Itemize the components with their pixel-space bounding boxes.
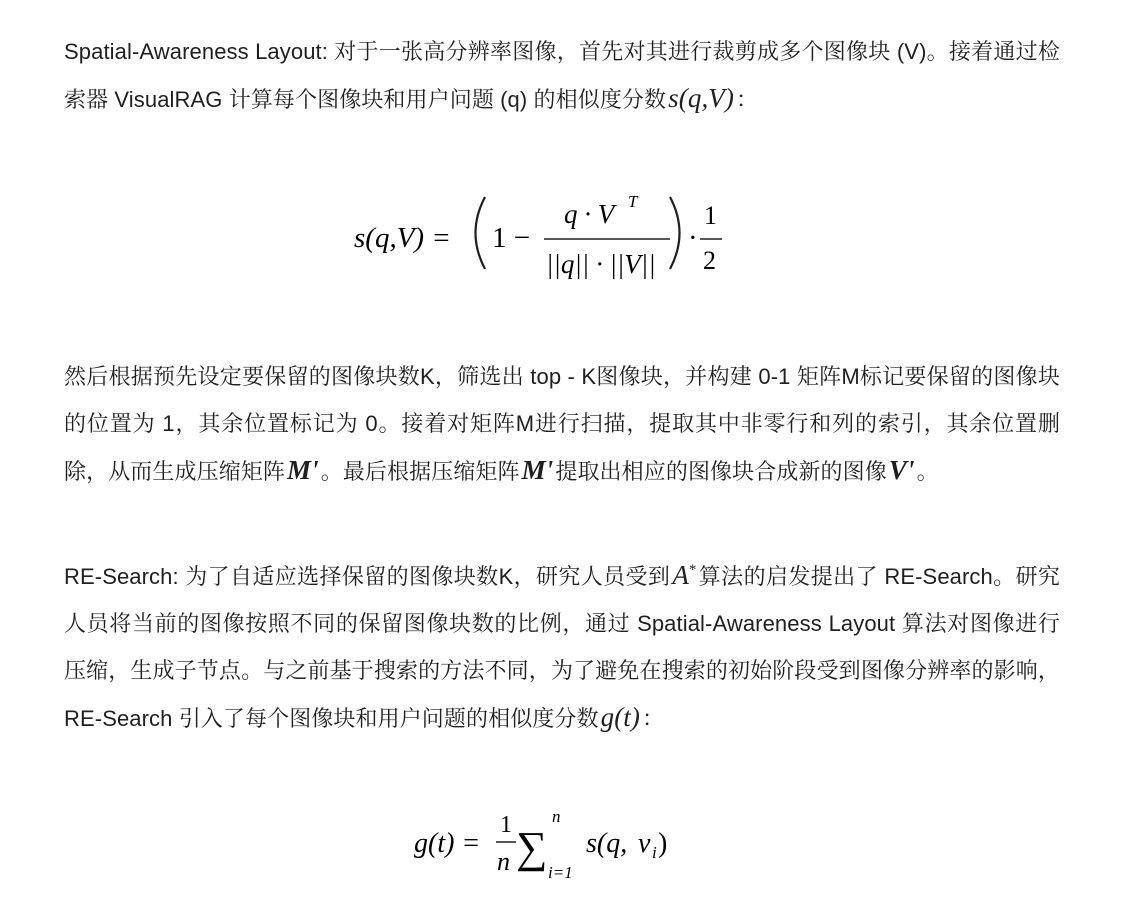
paragraph3-math-a-sup: * [688, 562, 697, 578]
paragraph-compression [64, 353, 1060, 495]
equation2-body-close: ) [658, 828, 668, 859]
paragraph2-text-a: 然后根据预先设定要保留的图像块数K，筛选出 top - K图像块，并构建 0-1 矩阵M标记要保留的图像块的位置为 1，其余位置标记为 0。接着对矩阵M进行扫描，提取其中非零行和列的索引，其余位置删除，从而生成压缩矩阵 [64, 364, 1060, 484]
equation1-one-minus: 1 − [492, 222, 531, 254]
equation1-numerator-sup: T [628, 192, 638, 211]
paragraph-re-search [64, 547, 1060, 742]
equation-average-score [64, 802, 1060, 882]
equation2-lhs: g(t) = [414, 828, 481, 859]
equation2-svg [412, 802, 712, 882]
equation2-body: s(q, [586, 828, 628, 859]
paragraph2-text-b: 。最后根据压缩矩阵 [320, 459, 520, 484]
paragraph2-math-v-prime: V' [888, 455, 915, 485]
equation2-sum-upper: n [552, 807, 561, 826]
paragraph1-math-s-q-v: s(q,V) [668, 83, 734, 113]
equation2-frac-denominator: n [497, 847, 510, 876]
equation2-frac-numerator: 1 [500, 812, 512, 838]
equation1-svg [352, 169, 772, 289]
paragraph3-math-a-star [670, 560, 698, 590]
paragraph2-math-m-prime-2: M' [521, 455, 554, 485]
paragraph1-text: Spatial-Awareness Layout: 对于一张高分辨率图像，首先对其进行裁剪成多个图像块 (V)。接着通过检索器 VisualRAG 计算每个图像块和用户问题 (q) 的相似度分数 [64, 39, 1060, 112]
paragraph3-math-g-t: g(t) [600, 702, 640, 732]
paragraph2-text-d: 。 [916, 459, 939, 484]
equation2-sum-symbol: ∑ [516, 823, 548, 872]
equation1-half-numerator: 1 [704, 201, 717, 230]
equation1-denominator: ||q|| · ||V|| [546, 249, 656, 279]
equation-similarity-score [64, 169, 1060, 289]
paragraph-spatial-awareness [64, 28, 1060, 123]
equation2-body-var: v [638, 828, 651, 859]
paragraph3-text-a: RE-Search: 为了自适应选择保留的图像块数K，研究人员受到 [64, 564, 671, 589]
equation1-half-denominator: 2 [703, 246, 716, 275]
equation1-right-paren [670, 197, 680, 269]
equation2-sum-lower: i=1 [548, 863, 573, 882]
equation1-dot: · [688, 222, 698, 254]
document-page [64, 24, 1060, 882]
paragraph3-math-a: A [672, 560, 689, 590]
paragraph2-math-m-prime: M' [287, 455, 319, 485]
equation1-numerator: q · V [564, 199, 615, 229]
equation2-body-sub: i [652, 843, 657, 862]
paragraph3-text-c: ： [642, 706, 665, 731]
paragraph3-text-b: 算法的启发提出了 RE-Search。研究人员将当前的图像按照不同的保留图像块数的比例，通过 Spatial-Awareness Layout 算法对图像进行压缩，生成子节点。与之前基于搜索的方法不同，为了避免在搜索的初始阶段受到图像分辨率的影响，RE-Search 引入了每个图像块和用户问题的相似度分数 [64, 564, 1061, 731]
equation1-left-paren [476, 197, 486, 269]
equation1-lhs: s(q,V) = [354, 222, 451, 254]
paragraph2-text-c: 提取出相应的图像块合成新的图像 [555, 459, 887, 484]
paragraph1-colon: ： [735, 87, 759, 112]
